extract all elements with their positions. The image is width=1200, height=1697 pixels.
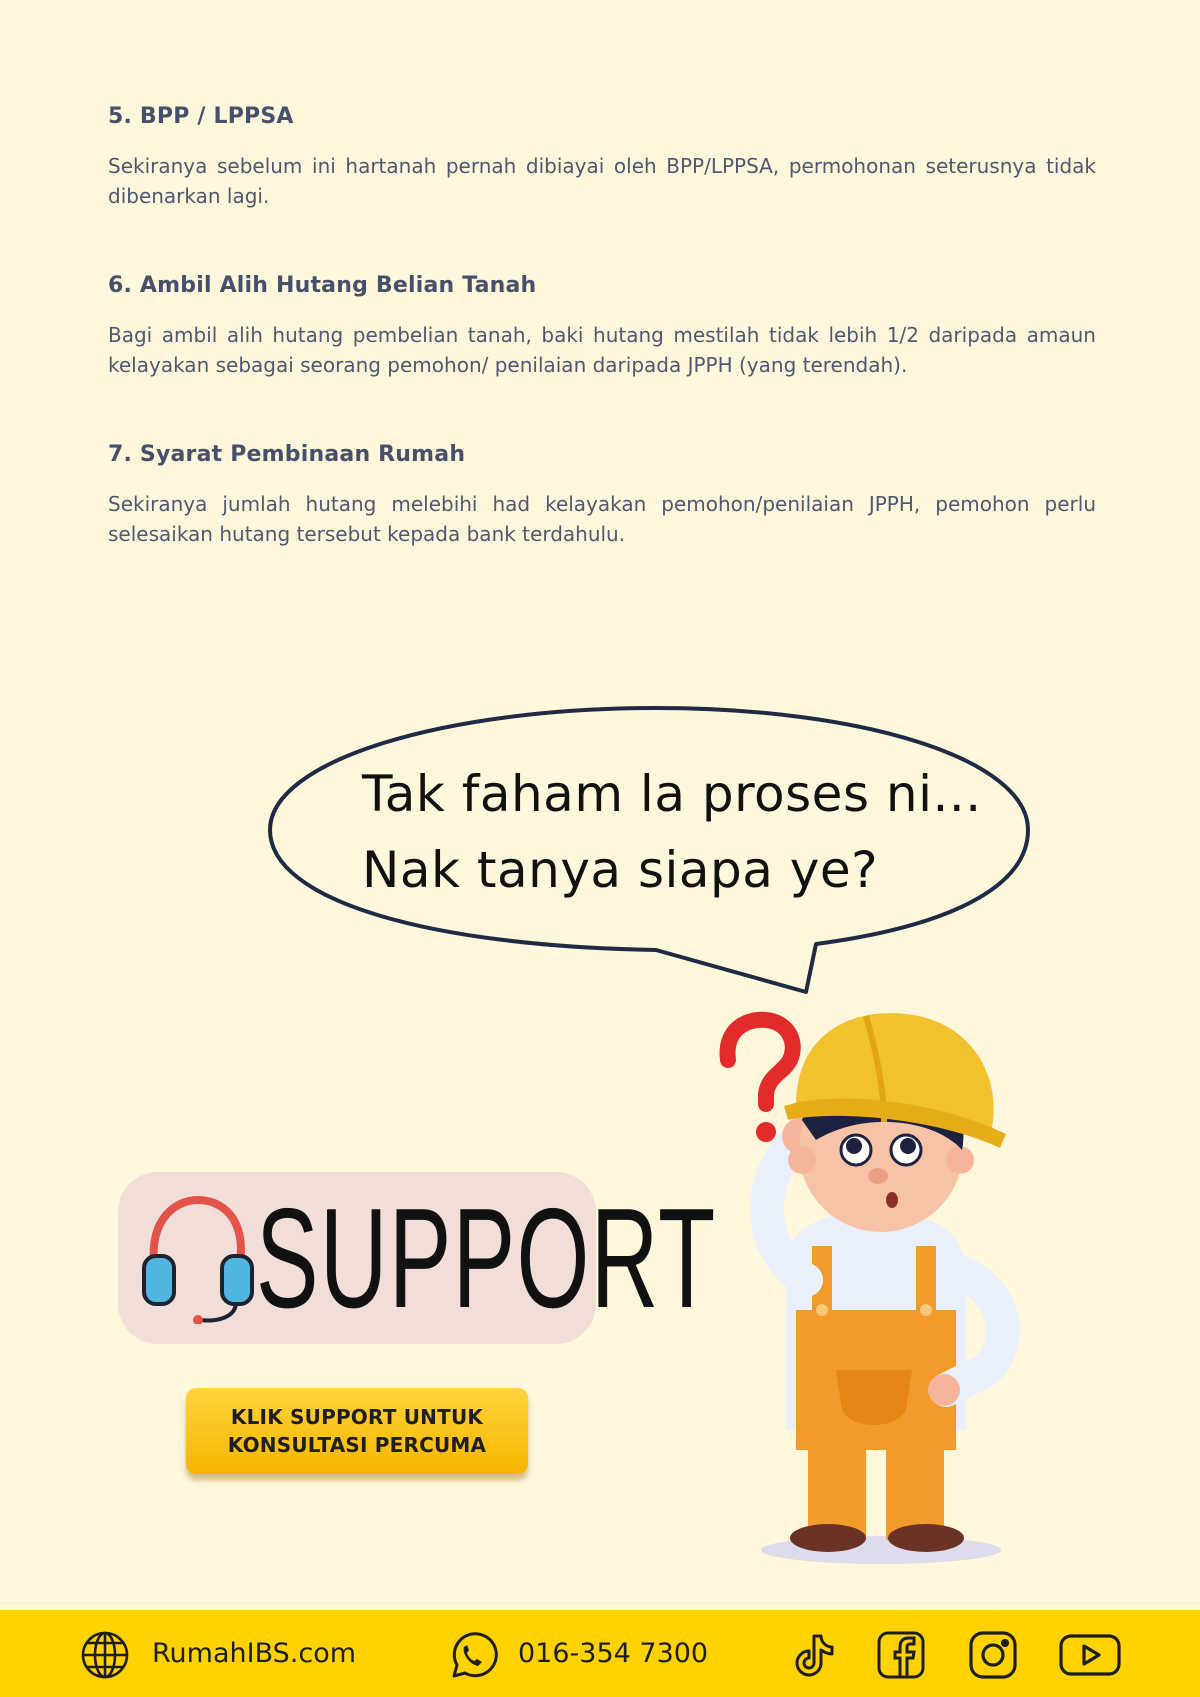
- info-sections: [108, 104, 1096, 611]
- question-mark-icon: [728, 1020, 793, 1142]
- confused-worker-illustration: [716, 1010, 1046, 1575]
- website-link[interactable]: RumahIBS.com: [152, 1638, 357, 1669]
- support-logo[interactable]: [118, 1172, 717, 1344]
- speech-bubble-text: [362, 756, 982, 908]
- section-heading: 6. Ambil Alih Hutang Belian Tanah: [108, 273, 537, 298]
- support-word: SUPPORT: [256, 1179, 717, 1338]
- section-body: Bagi ambil alih hutang pembelian tanah, baki hutang mestilah tidak lebih 1/2 daripada amaun kelayakan sebagai seorang pemohon/ penilaian daripada JPPH (yang terendah).: [108, 323, 1096, 377]
- globe-icon[interactable]: [80, 1630, 130, 1680]
- section-syarat-pembinaan: [108, 442, 1096, 549]
- facebook-icon[interactable]: [876, 1630, 926, 1680]
- instagram-icon[interactable]: [968, 1630, 1018, 1680]
- section-ambil-alih-hutang: [108, 273, 1096, 380]
- youtube-icon[interactable]: [1058, 1630, 1122, 1680]
- cta-line-2: KONSULTASI PERCUMA: [227, 1433, 487, 1457]
- section-heading: 7. Syarat Pembinaan Rumah: [108, 442, 466, 467]
- section-bpp-lppsa: [108, 104, 1096, 211]
- speech-line-1: Tak faham la proses ni...: [362, 765, 982, 823]
- headset-icon: [136, 1194, 256, 1329]
- cta-line-1: KLIK SUPPORT UNTUK: [230, 1405, 484, 1429]
- phone-number[interactable]: 016-354 7300: [518, 1638, 709, 1669]
- speech-line-2: Nak tanya siapa ye?: [362, 841, 879, 899]
- whatsapp-icon[interactable]: [446, 1630, 496, 1680]
- section-body: Sekiranya sebelum ini hartanah pernah dibiayai oleh BPP/LPPSA, permohonan seterusnya tidak dibenarkan lagi.: [108, 154, 1096, 208]
- consultation-button[interactable]: [186, 1388, 528, 1474]
- speech-bubble: [266, 700, 1032, 1000]
- section-body: Sekiranya jumlah hutang melebihi had kelayakan pemohon/penilaian JPPH, pemohon perlu selesaikan hutang tersebut kepada bank terdahulu.: [108, 492, 1096, 546]
- section-heading: 5. BPP / LPPSA: [108, 104, 294, 129]
- footer-bar: [0, 1610, 1200, 1697]
- tiktok-icon[interactable]: [790, 1630, 840, 1680]
